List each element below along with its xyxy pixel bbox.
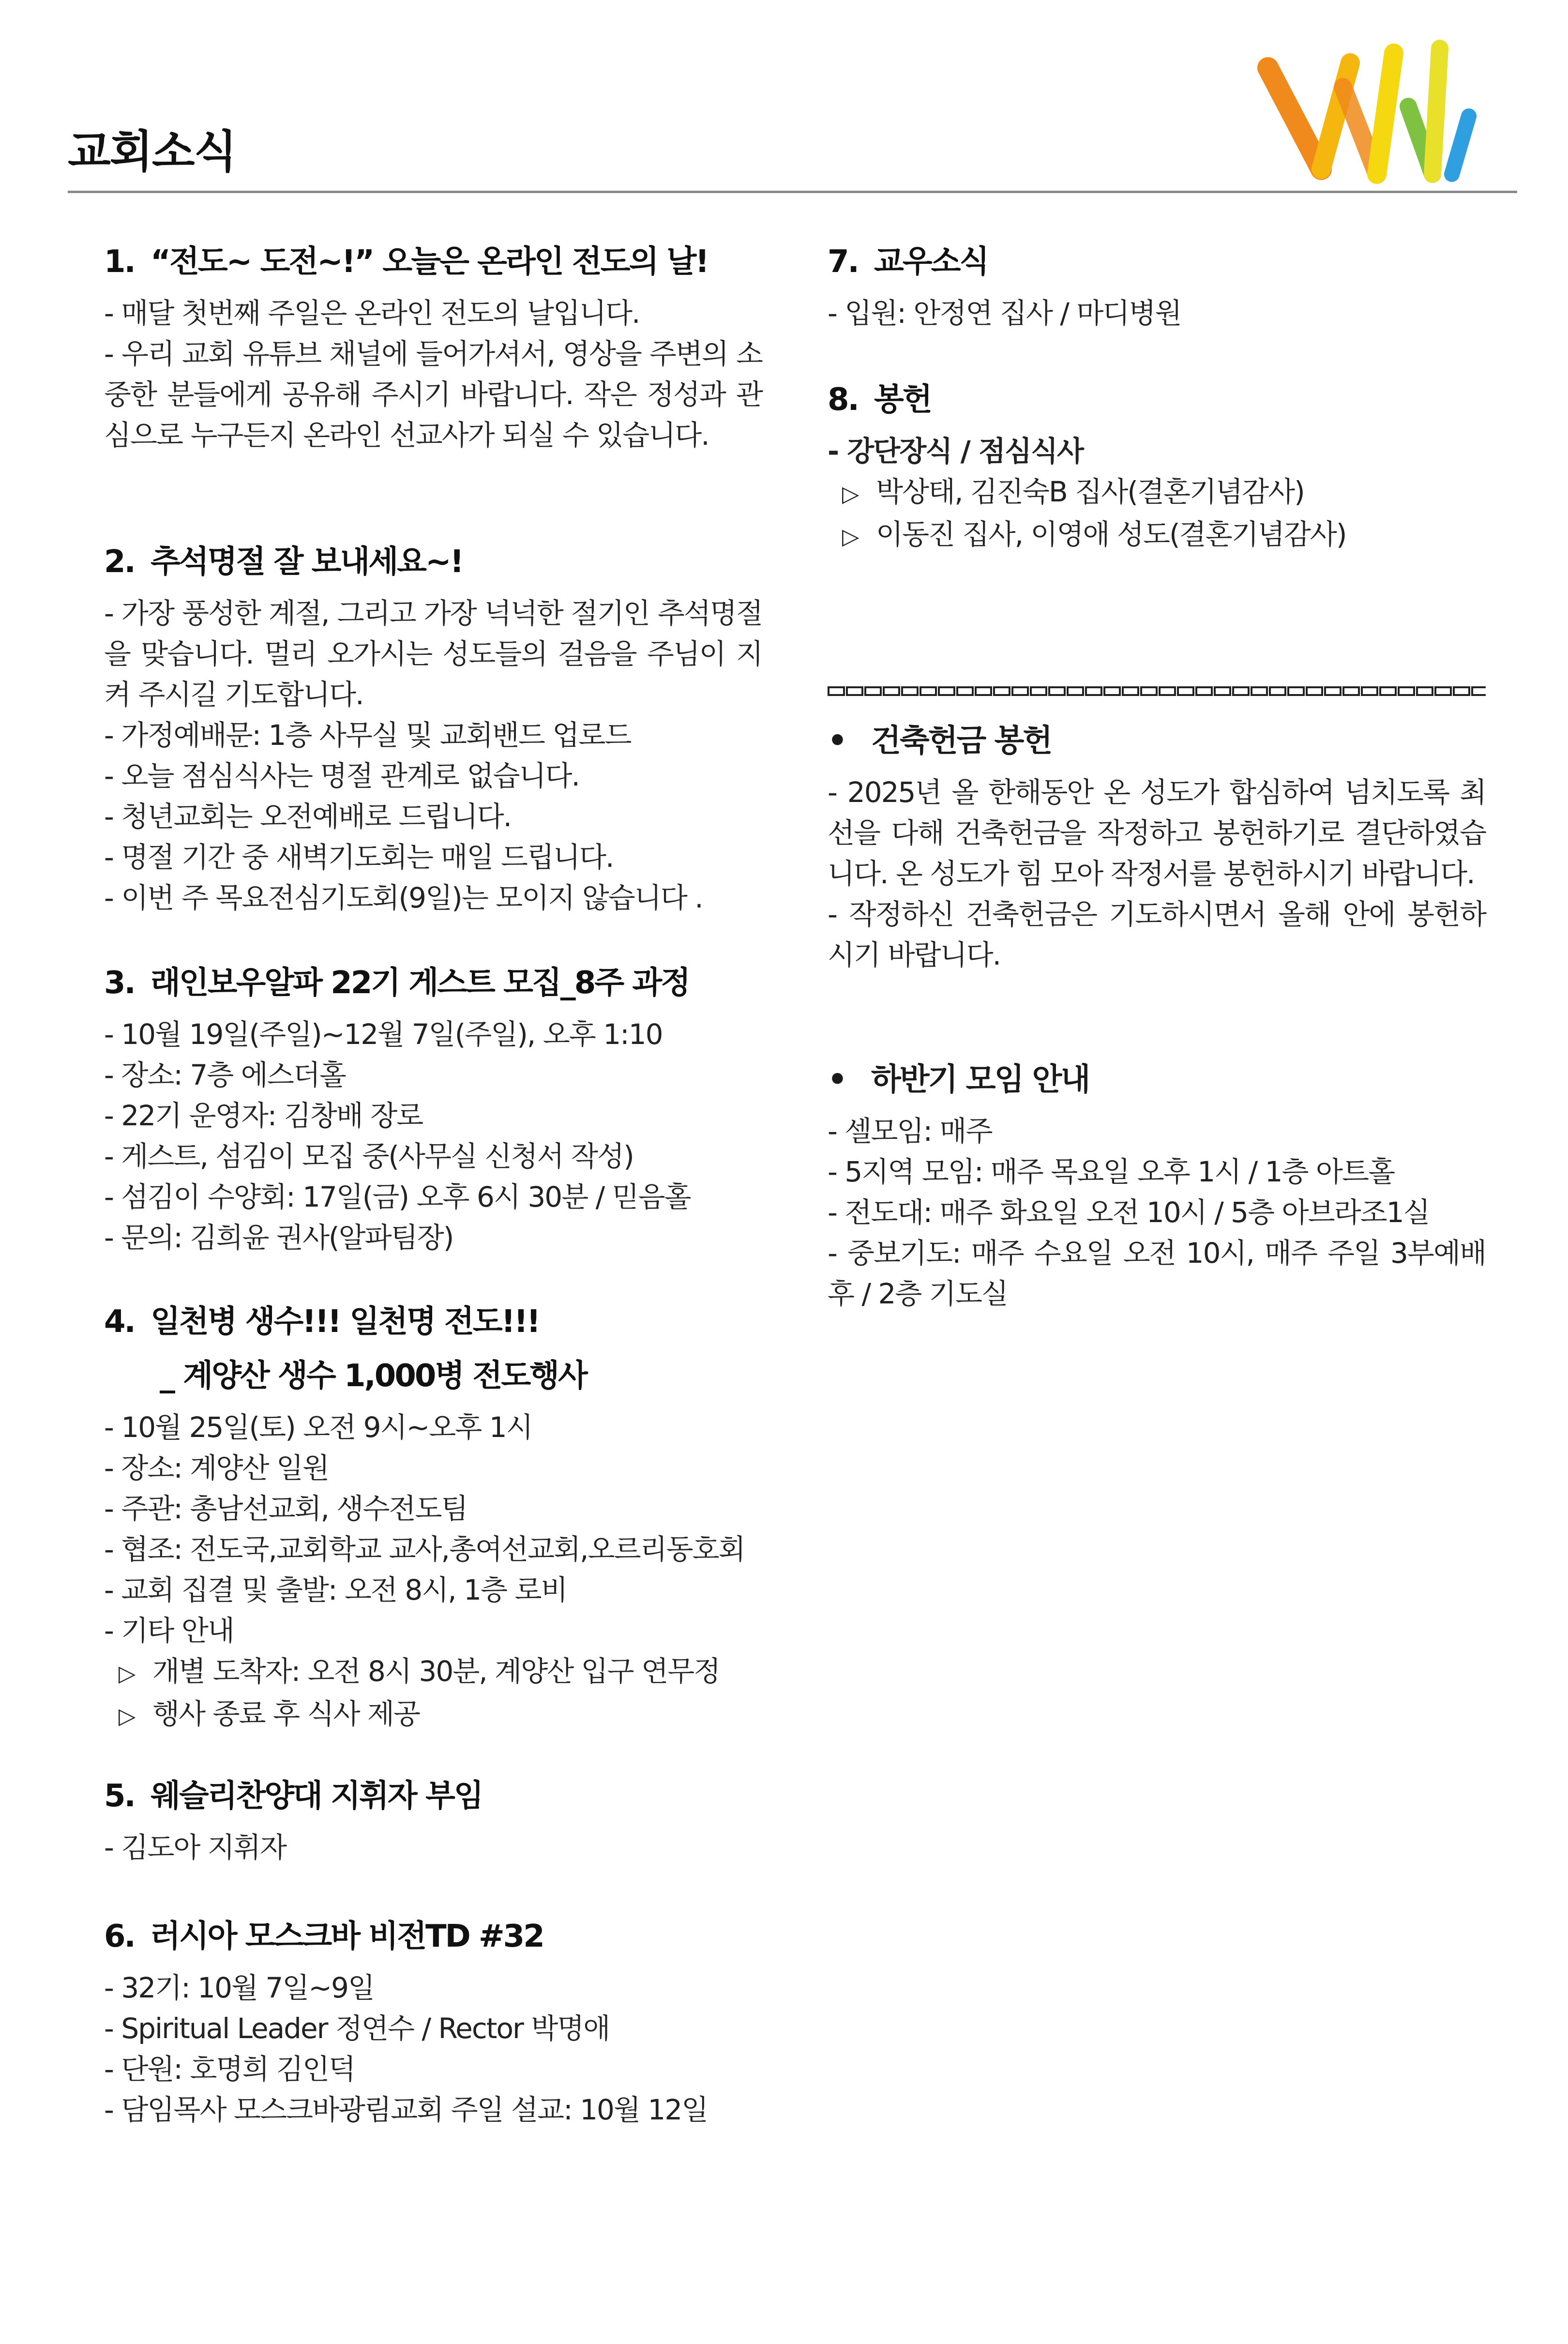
divider-segment xyxy=(884,687,899,695)
section-choir-conductor xyxy=(104,1769,762,1868)
section-subtitle: _ 계양산 생수 1,000병 전도행사 xyxy=(160,1358,587,1394)
triangle-marker-icon: ▷ xyxy=(842,481,859,507)
section-russia-vision-td xyxy=(104,1909,762,2130)
section-building-offering xyxy=(828,714,1486,975)
text-line: - 이번 주 목요전심기도회(9일)는 모이지 않습니다 . xyxy=(104,881,703,914)
divider-segment xyxy=(1362,687,1377,695)
section-offering xyxy=(828,373,1486,557)
text-line: - 기타 안내 xyxy=(104,1614,234,1647)
text-line: - 입원: 안정연 집사 / 마디병원 xyxy=(828,297,1181,330)
divider-segment xyxy=(1417,687,1432,695)
divider-segment xyxy=(1270,687,1285,695)
sub-item: ▷ 이동진 집사, 이영애 성도(결혼기념감사) xyxy=(828,514,1486,557)
divider-segment xyxy=(1343,687,1359,695)
text-line: - 전도대: 매주 화요일 오전 10시 / 5층 아브라조1실 xyxy=(828,1196,1430,1229)
bullet-icon: • xyxy=(828,1062,846,1098)
section-online-evangelism xyxy=(104,235,762,455)
text-paragraph: - 우리 교회 유튜브 채널에 들어가셔서, 영상을 주변의 소중한 분들에게 공유해 주시기 바랍니다. 작은 정성과 관심으로 누구든지 온라인 선교사가 되실 수 있습니다. xyxy=(104,337,762,452)
text-line: - 매달 첫번째 주일은 온라인 전도의 날입니다. xyxy=(104,297,640,330)
triangle-marker-icon: ▷ xyxy=(119,1660,135,1686)
section-rainbow-alpha xyxy=(104,956,762,1258)
divider-segment xyxy=(1380,687,1396,695)
text-line: - 협조: 전도국,교회학교 교사,총여선교회,오르리동호회 xyxy=(104,1533,745,1566)
text-line: - Spiritual Leader 정연수 / Rector 박명애 xyxy=(104,2012,610,2045)
divider-segment xyxy=(1233,687,1249,695)
text-paragraph: - 2025년 올 한해동안 온 성도가 합심하여 넘치도록 최선을 다해 건축헌금을 작정하고 봉헌하기로 결단하였습니다. 온 성도가 힘 모아 작정서를 봉헌하시기 바랍니다. xyxy=(828,776,1486,890)
section-body xyxy=(104,1407,762,1736)
section-body xyxy=(828,293,1486,333)
section-chuseok xyxy=(104,535,762,918)
divider-segment xyxy=(1012,687,1028,695)
divider-segment xyxy=(847,687,862,695)
text-line: - 청년교회는 오전예배로 드립니다. xyxy=(104,800,512,833)
sub-item: ▷ 박상태, 김진숙B 집사(결혼기념감사) xyxy=(828,471,1486,514)
text-line: - 게스트, 섬김이 모집 중(사무실 신청서 작성) xyxy=(104,1140,633,1173)
text-line: - 5지역 모임: 매주 목요일 오후 1시 / 1층 아트홀 xyxy=(828,1155,1395,1188)
divider-segment xyxy=(1178,687,1193,695)
text-line: - 주관: 총남선교회, 생수전도팀 xyxy=(104,1492,467,1525)
section-title: • 건축헌금 봉헌 xyxy=(828,714,1486,768)
text-line: - 셀모임: 매주 xyxy=(828,1115,992,1148)
section-title: 6. 러시아 모스크바 비전TD #32 xyxy=(104,1919,543,1954)
text-line: - 가정예배문: 1층 사무실 및 교회밴드 업로드 xyxy=(104,719,631,752)
divider-segment xyxy=(957,687,973,695)
text-line: - 32기: 10월 7일~9일 xyxy=(104,1971,374,2004)
divider-segment xyxy=(865,687,881,695)
church-logo xyxy=(1249,34,1500,194)
section-title: 4. 일천병 생수!!! 일천명 전도!!! xyxy=(104,1304,540,1340)
divider-segment xyxy=(920,687,936,695)
text-line: - 섬김이 수양회: 17일(금) 오후 6시 30분 / 믿음홀 xyxy=(104,1180,691,1213)
text-line: - 담임목사 모스크바광림교회 주일 설교: 10월 12일 xyxy=(104,2093,708,2126)
text-line: - 문의: 김희윤 권사(알파팀장) xyxy=(104,1221,453,1254)
section-body xyxy=(104,1014,762,1258)
divider-segment xyxy=(1288,687,1304,695)
section-water-evangelism xyxy=(104,1295,762,1736)
divider-segment xyxy=(1196,687,1212,695)
divider-segment xyxy=(976,687,991,695)
section-member-news xyxy=(828,235,1486,333)
section-title: 2. 추석명절 잘 보내세요~! xyxy=(104,544,463,580)
text-line: - 10월 25일(토) 오전 9시~오후 1시 xyxy=(104,1411,532,1444)
divider-segment xyxy=(1141,687,1157,695)
divider-segment xyxy=(1472,687,1486,695)
section-body xyxy=(828,1111,1486,1314)
section-body xyxy=(104,593,762,918)
divider-segment xyxy=(994,687,1010,695)
triangle-marker-icon: ▷ xyxy=(119,1703,135,1729)
text-line: - 22기 운영자: 김창배 장로 xyxy=(104,1099,423,1132)
divider-segment xyxy=(1307,687,1322,695)
divider-segment xyxy=(939,687,954,695)
section-body xyxy=(104,1967,762,2130)
divider-segment xyxy=(1251,687,1267,695)
divider-segment xyxy=(1031,687,1046,695)
divider-segment xyxy=(1049,687,1065,695)
divider-segment xyxy=(1325,687,1341,695)
sub-item: ▷ 행사 종료 후 식사 제공 xyxy=(104,1694,762,1736)
text-line: - 교회 집결 및 출발: 오전 8시, 1층 로비 xyxy=(104,1573,567,1606)
divider-segment xyxy=(1104,687,1120,695)
divider-segment xyxy=(902,687,918,695)
text-paragraph: - 가장 풍성한 계절, 그리고 가장 넉넉한 절기인 추석명절을 맞습니다. 멀리 오가시는 성도들의 걸음을 주님이 지켜 주시길 기도합니다. xyxy=(104,597,762,711)
section-title: • 하반기 모임 안내 xyxy=(828,1053,1486,1107)
divider-segment xyxy=(1454,687,1469,695)
text-line: - 명절 기간 중 새벽기도회는 매일 드립니다. xyxy=(104,841,614,874)
divider-segment xyxy=(1215,687,1230,695)
text-line: - 김도아 지휘자 xyxy=(104,1831,286,1864)
text-line: - 장소: 7층 에스더홀 xyxy=(104,1059,346,1091)
sub-item: ▷ 개별 도착자: 오전 8시 30분, 계양산 입구 연무정 xyxy=(104,1651,762,1694)
section-meetings xyxy=(828,1053,1486,1314)
dashed-divider xyxy=(828,681,1486,701)
section-body xyxy=(104,1827,762,1868)
divider-segment xyxy=(1068,687,1083,695)
section-body xyxy=(828,772,1486,975)
divider-segment xyxy=(1399,687,1414,695)
divider-segment xyxy=(829,687,844,695)
page-title: 교회소식 xyxy=(68,126,236,178)
divider-segment xyxy=(1123,687,1138,695)
divider-segment xyxy=(1435,687,1451,695)
section-title: 5. 웨슬리찬양대 지휘자 부임 xyxy=(104,1778,482,1814)
text-line: - 10월 19일(주일)~12월 7일(주일), 오후 1:10 xyxy=(104,1018,663,1051)
divider-segment xyxy=(1086,687,1101,695)
offering-subheading: - 강단장식 / 점심식사 xyxy=(828,435,1084,468)
triangle-marker-icon: ▷ xyxy=(842,523,859,549)
text-line: - 장소: 계양산 일원 xyxy=(104,1452,329,1484)
section-title: 8. 봉헌 xyxy=(828,382,931,418)
divider-segment xyxy=(1160,687,1175,695)
section-body xyxy=(828,431,1486,557)
bullet-icon: • xyxy=(828,723,846,759)
section-title: 7. 교우소식 xyxy=(828,244,988,280)
text-line: - 단원: 호명희 김인덕 xyxy=(104,2053,355,2086)
page-header xyxy=(0,0,1568,194)
text-paragraph: - 중보기도: 매주 수요일 오전 10시, 매주 주일 3부예배 후 / 2층 기도실 xyxy=(828,1237,1486,1310)
section-title: 1. “전도~ 도전~!” 오늘은 온라인 전도의 날! xyxy=(104,244,708,280)
section-body xyxy=(104,293,762,455)
section-title: 3. 래인보우알파 22기 게스트 모집_8주 과정 xyxy=(104,965,690,1001)
text-line: - 오늘 점심식사는 명절 관계로 없습니다. xyxy=(104,759,579,792)
text-paragraph: - 작정하신 건축헌금은 기도하시면서 올해 안에 봉헌하시기 바랍니다. xyxy=(828,898,1486,971)
